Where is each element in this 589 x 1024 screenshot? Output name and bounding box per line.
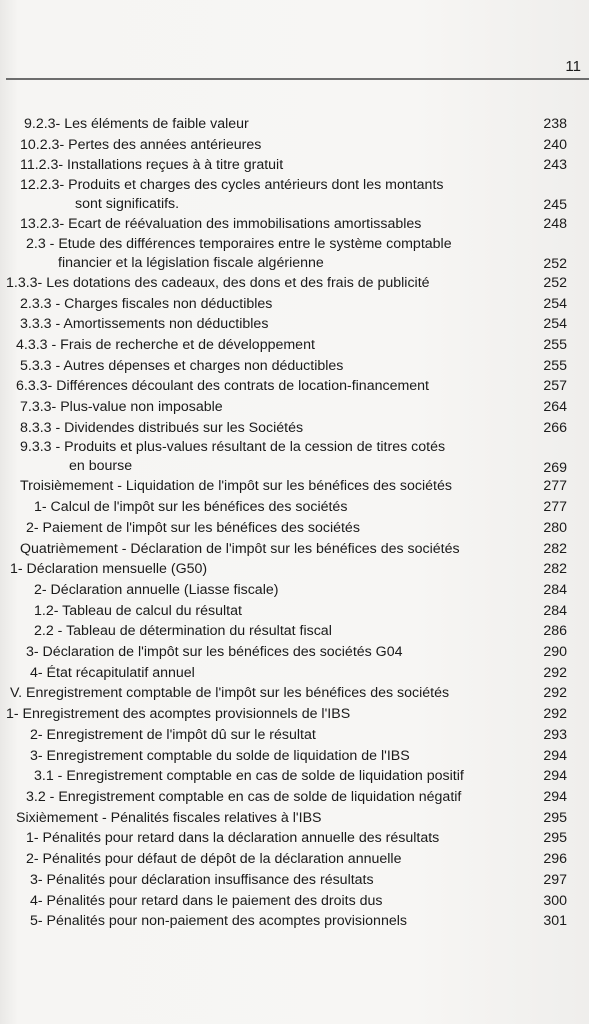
toc-entry-title: Quatrièmement - Déclaration de l'impôt sur les bénéfices des sociétés (20, 540, 460, 557)
toc-entry-title: 1- Pénalités pour retard dans la déclaration annuelle des résultats (26, 830, 440, 847)
toc-entry (0, 273, 589, 294)
toc-entry (0, 335, 589, 356)
toc-entry (0, 870, 589, 891)
toc-entry-title: 3- Déclaration de l'impôt sur les bénéfices des sociétés G04 (26, 644, 403, 661)
toc-entry-title: 2- Déclaration annuelle (Liasse fiscale) (34, 581, 279, 598)
toc-entry-page: 301 (543, 913, 567, 930)
toc-entry-page: 248 (543, 216, 567, 233)
toc-entry-page: 257 (543, 378, 567, 395)
toc-entry-title: 3.3.3 - Amortissements non déductibles (20, 316, 269, 333)
table-of-contents (0, 114, 589, 932)
toc-entry-page: 240 (543, 136, 567, 153)
toc-entry-title-continued: financier et la législation fiscale algérienne (58, 254, 324, 271)
toc-entry-title: 10.2.3- Pertes des années antérieures (20, 136, 262, 153)
toc-entry-title: 2.2 - Tableau de détermination du résultat fiscal (34, 623, 332, 640)
toc-entry (0, 376, 589, 397)
toc-entry (0, 683, 589, 704)
toc-entry-title: 7.3.3- Plus-value non imposable (20, 399, 223, 416)
toc-entry (0, 539, 589, 560)
toc-entry (0, 356, 589, 377)
toc-entry-page: 284 (543, 602, 567, 619)
toc-entry-page: 290 (543, 644, 567, 661)
toc-entry-page: 252 (543, 256, 567, 273)
toc-entry-title: V. Enregistrement comptable de l'impôt sur les bénéfices des sociétés (10, 685, 450, 702)
toc-entry-page: 295 (543, 809, 567, 826)
toc-entry-page: 252 (543, 274, 567, 291)
toc-entry-title: 9.2.3- Les éléments de faible valeur (24, 116, 249, 132)
toc-entry-title: 3- Pénalités pour déclaration insuffisance des résultats (30, 871, 374, 888)
toc-entry-page: 296 (543, 851, 567, 868)
toc-entry-title: 3- Enregistrement comptable du solde de liquidation de l'IBS (30, 747, 410, 764)
toc-entry-title: 1- Enregistrement des acomptes provisionnels de l'IBS (6, 706, 351, 723)
toc-entry-page: 255 (543, 357, 567, 374)
toc-entry-title: 13.2.3- Ecart de réévaluation des immobilisations amortissables (20, 216, 422, 233)
toc-entry-page: 266 (543, 419, 567, 436)
toc-entry-page: 282 (543, 540, 567, 557)
toc-entry (0, 580, 589, 601)
toc-entry (0, 114, 589, 135)
toc-entry-page: 286 (543, 623, 567, 640)
toc-entry (0, 135, 589, 156)
toc-entry (0, 828, 589, 849)
toc-entry-page: 255 (543, 336, 567, 353)
toc-entry-title: 4.3.3 - Frais de recherche et de développement (16, 336, 315, 353)
toc-entry-page: 254 (543, 316, 567, 333)
toc-entry-title: 3.1 - Enregistrement comptable en cas de solde de liquidation positif (34, 768, 464, 785)
toc-entry-page: 264 (543, 399, 567, 416)
toc-entry-title: 8.3.3 - Dividendes distribués sur les Sociétés (20, 419, 304, 436)
toc-entry-title: 5- Pénalités pour non-paiement des acomptes provisionnels (30, 913, 407, 930)
toc-entry-page: 243 (543, 157, 567, 174)
toc-entry-title: 1.2- Tableau de calcul du résultat (34, 602, 242, 619)
toc-entry (0, 787, 589, 808)
toc-entry-page: 294 (543, 747, 567, 764)
toc-entry (0, 891, 589, 912)
toc-entry-page: 277 (543, 499, 567, 516)
toc-entry (0, 497, 589, 518)
toc-entry (0, 438, 589, 476)
toc-entry-title: 2- Enregistrement de l'impôt dû sur le résultat (30, 726, 316, 743)
toc-entry-page: 238 (543, 116, 567, 132)
toc-entry (0, 418, 589, 439)
toc-entry (0, 621, 589, 642)
page-number: 11 (565, 58, 581, 75)
toc-entry (0, 235, 589, 273)
toc-entry (0, 294, 589, 315)
toc-entry (0, 911, 589, 932)
toc-entry (0, 176, 589, 214)
toc-entry (0, 642, 589, 663)
toc-entry-page: 292 (543, 706, 567, 723)
toc-entry-page: 294 (543, 788, 567, 805)
toc-entry-page: 254 (543, 295, 567, 312)
toc-entry (0, 663, 589, 684)
toc-entry (0, 476, 589, 497)
toc-entry (0, 397, 589, 418)
toc-entry-title: 6.3.3- Différences découlant des contrats de location-financement (16, 378, 429, 395)
toc-entry (0, 808, 589, 829)
toc-entry-title: 9.3.3 - Produits et plus-values résultant de la cession de titres cotés (20, 439, 446, 456)
toc-entry-title: Troisièmement - Liquidation de l'impôt sur les bénéfices des sociétés (20, 478, 452, 495)
toc-entry-title: 2.3.3 - Charges fiscales non déductibles (20, 295, 273, 312)
toc-entry-title: Sixièmement - Pénalités fiscales relatives à l'IBS (16, 809, 322, 826)
toc-entry-page: 282 (543, 561, 567, 578)
toc-entry-title: 1- Déclaration mensuelle (G50) (10, 561, 208, 578)
toc-entry-page: 269 (543, 459, 567, 476)
toc-entry (0, 725, 589, 746)
toc-entry-title: 2- Paiement de l'impôt sur les bénéfices des sociétés (26, 519, 360, 536)
toc-entry-page: 294 (543, 768, 567, 785)
toc-entry-title: 1.3.3- Les dotations des cadeaux, des dons et des frais de publicité (6, 274, 430, 291)
toc-entry (0, 559, 589, 580)
toc-entry-title: 5.3.3 - Autres dépenses et charges non déductibles (20, 357, 344, 374)
toc-entry (0, 766, 589, 787)
toc-entry-title: 2.3 - Etude des différences temporaires entre le système comptable (26, 235, 452, 252)
toc-entry-title: 3.2 - Enregistrement comptable en cas de solde de liquidation négatif (26, 788, 462, 805)
toc-entry-title: 4- État récapitulatif annuel (30, 664, 195, 681)
toc-entry-page: 297 (543, 871, 567, 888)
toc-entry (0, 849, 589, 870)
toc-entry (0, 314, 589, 335)
toc-entry-page: 293 (543, 726, 567, 743)
toc-entry (0, 704, 589, 725)
toc-entry (0, 518, 589, 539)
toc-entry-page: 292 (543, 685, 567, 702)
toc-entry (0, 214, 589, 235)
toc-entry-title: 12.2.3- Produits et charges des cycles antérieurs dont les montants (20, 177, 444, 194)
toc-entry-page: 280 (543, 519, 567, 536)
toc-entry-page: 292 (543, 664, 567, 681)
toc-entry (0, 155, 589, 176)
toc-entry-page: 295 (543, 830, 567, 847)
toc-entry-title: 4- Pénalités pour retard dans le paiement des droits dus (30, 892, 383, 909)
toc-entry-page: 277 (543, 478, 567, 495)
toc-entry-title: 11.2.3- Installations reçues à à titre gratuit (20, 157, 284, 174)
toc-entry-title-continued: sont significatifs. (75, 196, 180, 213)
toc-entry-page: 284 (543, 581, 567, 598)
toc-entry-title-continued: en bourse (69, 458, 133, 475)
toc-entry-page: 245 (543, 197, 567, 214)
toc-entry (0, 601, 589, 622)
toc-entry-title: 2- Pénalités pour défaut de dépôt de la déclaration annuelle (26, 851, 402, 868)
header-rule (6, 78, 589, 80)
toc-entry-page: 300 (543, 892, 567, 909)
toc-entry (0, 746, 589, 767)
toc-entry-title: 1- Calcul de l'impôt sur les bénéfices des sociétés (34, 499, 348, 516)
